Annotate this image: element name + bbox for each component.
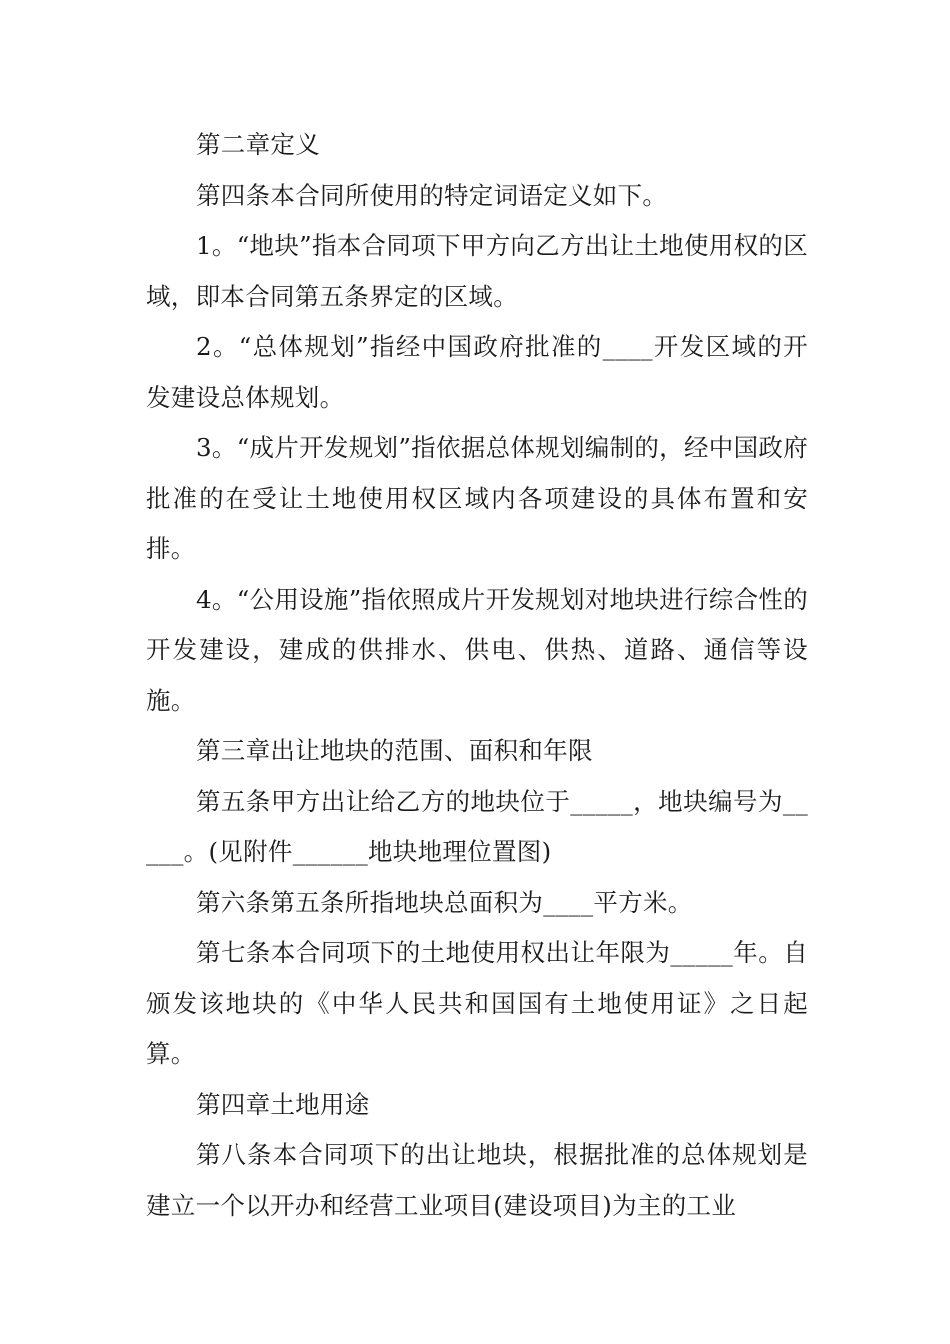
definition-4: 4。“公用设施”指依照成片开发规划对地块进行综合性的开发建设，建成的供排水、供电、供热、道路、通信等设施。 [146,584,808,715]
article-6: 第六条第五条所指地块总面积为____平方米。 [196,887,693,917]
article-4: 第四条本合同所使用的特定词语定义如下。 [196,180,668,210]
definition-3: 3。“成片开发规划”指依据总体规划编制的，经中国政府批准的在受让土地使用权区域内各项建设的具体布置和安排。 [146,433,808,563]
article-7: 第七条本合同项下的土地使用权出让年限为_____年。自颁发该地块的《中华人民共和国国有土地使用证》之日起算。 [146,938,808,1068]
chapter-heading-2: 第二章定义 [196,130,320,159]
chapter-heading-4: 第四章土地用途 [196,1089,370,1119]
chapter-heading-3: 第三章出让地块的范围、面积和年限 [196,736,593,765]
definition-1: 1。“地块”指本合同项下甲方向乙方出让土地使用权的区域，即本合同第五条界定的区域。 [146,231,808,311]
definition-2: 2。“总体规划”指经中国政府批准的____开发区域的开发建设总体规划。 [146,332,808,412]
article-5: 第五条甲方出让给乙方的地块位于_____，地块编号为_____。(见附件______地块地理位置图) [146,786,808,866]
article-8: 第八条本合同项下的出让地块，根据批准的总体规划是建立一个以开办和经营工业项目(建设项目)为主的工业 [146,1140,808,1220]
document-page [146,120,808,1231]
